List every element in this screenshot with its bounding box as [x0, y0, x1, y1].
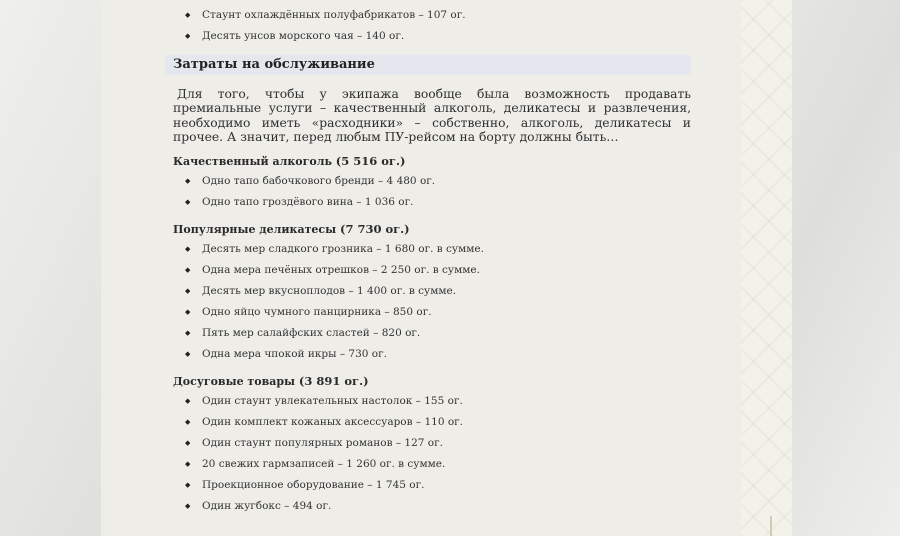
bullet-diamond-icon: ◆: [185, 417, 191, 426]
list-item: ◆ Одна мера печёных отрешков – 2 250 ог. в сумме.: [173, 260, 691, 281]
category-title-alcohol: Качественный алкоголь (5 516 ог.): [173, 153, 406, 168]
bullet-diamond-icon: ◆: [185, 438, 191, 447]
bullet-diamond-icon: ◆: [185, 480, 191, 489]
list-item: ◆ Одно тапо бабочкового бренди – 4 480 ог.: [173, 171, 691, 192]
list-item: ◆ Один жугбокс – 494 ог.: [173, 496, 691, 517]
bullet-diamond-icon: ◆: [185, 176, 191, 185]
bullet-diamond-icon: ◆: [185, 32, 191, 40]
list-item: ◆ Десять унсов морского чая – 140 ог.: [173, 26, 691, 47]
bullet-diamond-icon: ◆: [185, 328, 191, 337]
page-content: [173, 0, 691, 517]
list-item: ◆ Десять мер вкусноплодов – 1 400 ог. в сумме.: [173, 281, 691, 302]
section-heading: Затраты на обслуживание: [165, 55, 691, 75]
intro-paragraph: Для того, чтобы у экипажа вообще была возможность продавать премиальные услуги – качественный алкоголь, деликатесы и развлечения, необходимо иметь «расходники» – собственно, алкоголь, деликатесы и прочее. А значит, перед любым ПУ-рейсом на борту должны быть…: [173, 87, 691, 145]
list-item: ◆ Одно яйцо чумного панцирника – 850 ог.: [173, 302, 691, 323]
bullet-diamond-icon: ◆: [185, 349, 191, 358]
category-list-delicacies: [173, 239, 691, 365]
bullet-diamond-icon: ◆: [185, 244, 191, 253]
category-title-leisure: Досуговые товары (3 891 ог.): [173, 373, 369, 388]
decorative-line: [770, 516, 772, 536]
category-list-alcohol: [173, 171, 691, 213]
bullet-diamond-icon: ◆: [185, 501, 191, 510]
bullet-diamond-icon: ◆: [185, 265, 191, 274]
list-item: ◆ 20 свежих гармзаписей – 1 260 ог. в сумме.: [173, 454, 691, 475]
bullet-diamond-icon: ◆: [185, 396, 191, 405]
category-list-leisure: [173, 391, 691, 517]
list-item: ◆ Один стаунт популярных романов – 127 ог.: [173, 433, 691, 454]
list-item: ◆ Десять мер сладкого грозника – 1 680 ог. в сумме.: [173, 239, 691, 260]
category-title-delicacies: Популярные деликатесы (7 730 ог.): [173, 221, 410, 236]
list-item: ◆ Проекционное оборудование – 1 745 ог.: [173, 475, 691, 496]
bullet-diamond-icon: ◆: [185, 307, 191, 316]
decorative-side-strip: [740, 0, 792, 536]
list-item: ◆ Один комплект кожаных аксессуаров – 110 ог.: [173, 412, 691, 433]
list-item: ◆ Одна мера чпокой икры – 730 ог.: [173, 344, 691, 365]
bullet-diamond-icon: ◆: [185, 286, 191, 295]
bullet-diamond-icon: ◆: [185, 197, 191, 206]
document-page: [101, 0, 741, 536]
list-item: ◆ Пять мер салайфских сластей – 820 ог.: [173, 323, 691, 344]
list-item: ◆ Стаунт охлаждённых полуфабрикатов – 107 ог.: [173, 5, 691, 26]
list-item: ◆ Одно тапо гроздёвого вина – 1 036 ог.: [173, 192, 691, 213]
bullet-diamond-icon: ◆: [185, 459, 191, 468]
top-list: [173, 5, 691, 47]
bullet-diamond-icon: ◆: [185, 11, 191, 19]
list-item: ◆ Один стаунт увлекательных настолок – 155 ог.: [173, 391, 691, 412]
